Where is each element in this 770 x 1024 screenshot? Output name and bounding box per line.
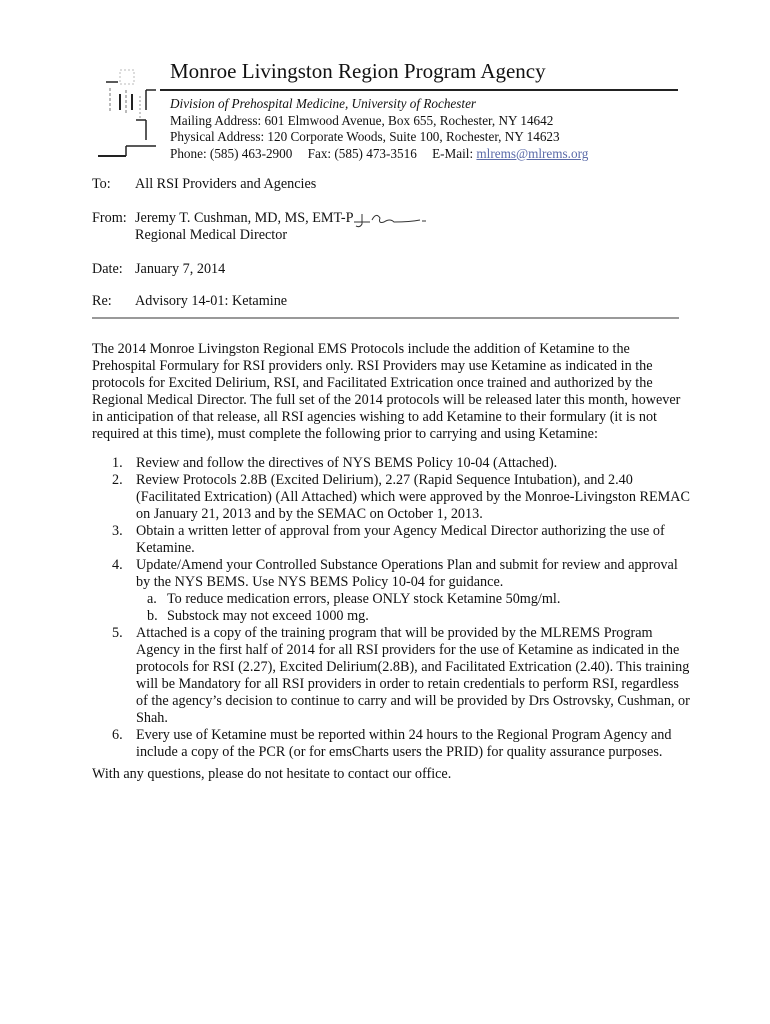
sub-item-letter: a. <box>147 591 157 607</box>
mailing-address: Mailing Address: 601 Elmwood Avenue, Box 655, Rochester, NY 14642 <box>170 112 554 128</box>
phone-number: Phone: (585) 463-2900 <box>170 145 293 161</box>
date-label: Date: <box>92 261 123 277</box>
paragraph-line: Prehospital Formulary for RSI providers only. RSI Providers may use Ketamine as indicated in the <box>92 358 653 374</box>
list-item <box>92 455 692 472</box>
item-line: Review and follow the directives of NYS BEMS Policy 10-04 (Attached). <box>136 455 558 471</box>
from-title: Regional Medical Director <box>135 227 288 243</box>
sub-list-item <box>92 608 692 625</box>
sub-item-text: Substock may not exceed 1000 mg. <box>167 608 369 624</box>
item-line: by the NYS BEMS. Use NYS BEMS Policy 10-04 for guidance. <box>136 574 504 590</box>
item-line: on January 21, 2013 and by the SEMAC on October 1, 2013. <box>136 506 483 522</box>
closing-line: With any questions, please do not hesitate to contact our office. <box>92 766 452 782</box>
paragraph-line: protocols for Excited Delirium, RSI, and Facilitated Extrication once trained and authorized by the <box>92 375 653 391</box>
org-title: Monroe Livingston Region Program Agency <box>170 59 546 83</box>
item-line: Attached is a copy of the training program that will be provided by the MLREMS Program <box>136 625 653 641</box>
item-line: Update/Amend your Controlled Substance Operations Plan and submit for review and approval <box>136 557 678 573</box>
paragraph-line: in anticipation of that release, all RSI agencies wishing to add Ketamine to their formulary (it is not <box>92 409 657 425</box>
item-number: 5. <box>112 625 123 641</box>
email-label: E-Mail: <box>432 145 474 161</box>
memo-from <box>92 210 353 244</box>
header-separator <box>92 317 679 319</box>
contact-line <box>170 146 588 163</box>
title-rule <box>160 89 678 91</box>
list-item <box>92 557 692 591</box>
item-line: Every use of Ketamine must be reported within 24 hours to the Regional Program Agency and <box>136 727 672 743</box>
item-line: Agency in the first half of 2014 for all RSI providers for the use of Ketamine as indicated in the <box>136 642 680 658</box>
item-number: 3. <box>112 523 123 539</box>
fax-number: Fax: (585) 473-3516 <box>307 145 417 161</box>
sub-item-text: To reduce medication errors, please ONLY stock Ketamine 50mg/ml. <box>167 591 561 607</box>
item-line: (Facilitated Extrication) (All Attached) which were approved by the Monroe-Livingston REMAC <box>136 489 690 505</box>
item-number: 1. <box>112 455 123 471</box>
agency-logo <box>96 60 156 160</box>
to-label: To: <box>92 176 111 192</box>
item-line: Shah. <box>136 710 168 726</box>
item-line: Review Protocols 2.8B (Excited Delirium), 2.27 (Rapid Sequence Intubation), and 2.40 <box>136 472 633 488</box>
memo-to <box>92 176 316 193</box>
email-link[interactable]: mlrems@mlrems.org <box>476 145 589 161</box>
item-line: protocols for RSI (2.27), Excited Delirium(2.8B), and Facilitated Extrication (2.40). This training <box>136 659 690 675</box>
item-line: include a copy of the PCR (or for emsCharts users the PRID) for quality assurance purposes. <box>136 744 663 760</box>
physical-address: Physical Address: 120 Corporate Woods, Suite 100, Rochester, NY 14623 <box>170 129 560 144</box>
date-value: January 7, 2014 <box>135 261 226 277</box>
sub-item-letter: b. <box>147 608 158 624</box>
list-item <box>92 523 692 557</box>
memo-re <box>92 293 287 310</box>
paragraph-line: Regional Medical Director. The full set of the 2014 protocols will be released later this month, however <box>92 392 681 408</box>
sub-list-item <box>92 591 692 608</box>
item-line: Ketamine. <box>136 540 195 556</box>
item-line: will be Mandatory for all RSI providers in order to retain credentials to perform RSI, regardless <box>136 676 679 692</box>
paragraph-line: required at this time), must complete the following prior to carrying and using Ketamine: <box>92 426 598 442</box>
memo-date <box>92 261 225 278</box>
requirements-list <box>92 455 692 761</box>
list-item <box>92 727 692 761</box>
re-value: Advisory 14-01: Ketamine <box>135 293 288 309</box>
re-label: Re: <box>92 293 112 309</box>
item-number: 2. <box>112 472 123 488</box>
list-item <box>92 625 692 727</box>
division-line: Division of Prehospital Medicine, University of Rochester <box>170 96 477 111</box>
intro-paragraph <box>92 341 682 443</box>
item-number: 4. <box>112 557 123 573</box>
from-name: Jeremy T. Cushman, MD, MS, EMT-P <box>135 210 354 226</box>
to-value: All RSI Providers and Agencies <box>135 176 317 192</box>
list-item <box>92 472 692 523</box>
from-label: From: <box>92 210 127 226</box>
letterhead-details <box>170 96 588 162</box>
paragraph-line: The 2014 Monroe Livingston Regional EMS Protocols include the addition of Ketamine to the <box>92 341 630 357</box>
item-line: of the agency’s decision to continue to carry and will be provided by Drs Ostrovsky, Cushman, or <box>136 693 690 709</box>
item-number: 6. <box>112 727 123 743</box>
item-line: Obtain a written letter of approval from your Agency Medical Director authorizing the use of <box>136 523 665 539</box>
signature <box>350 208 430 230</box>
